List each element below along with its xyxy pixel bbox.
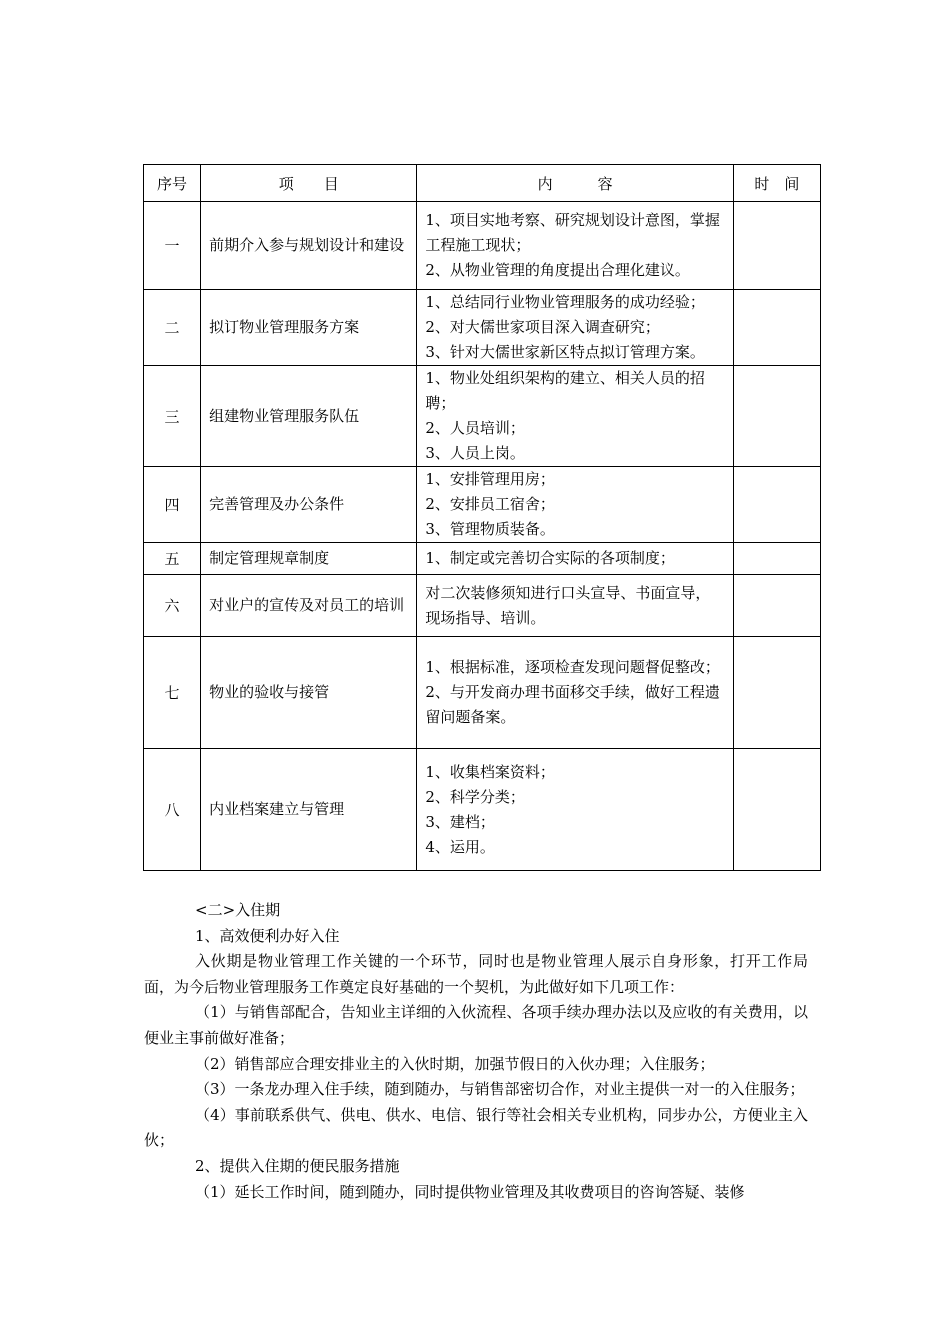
- content-line: 2、从物业管理的角度提出合理化建议。: [425, 261, 690, 279]
- row-time: [733, 749, 820, 871]
- row-time: [733, 543, 820, 575]
- row-content: [417, 749, 733, 871]
- row-no: 四: [144, 467, 201, 543]
- row-time: [733, 290, 820, 366]
- content-line: 1、项目实地考察、研究规划设计意图，掌握工程施工现状；: [425, 211, 720, 254]
- header-time: 时 间: [733, 165, 820, 202]
- row-time: [733, 202, 820, 290]
- row-no: 五: [144, 543, 201, 575]
- table-row: [144, 637, 821, 749]
- content-line: 2、对大儒世家项目深入调查研究；: [425, 318, 660, 336]
- row-item: 组建物业管理服务队伍: [201, 366, 417, 467]
- content-line: 3、人员上岗。: [425, 444, 525, 462]
- content-line: 3、建档；: [425, 812, 495, 831]
- row-item: 拟订物业管理服务方案: [201, 290, 417, 366]
- table-row: [144, 366, 821, 467]
- list-item: （3）一条龙办理入住手续，随到随办，与销售部密切合作，对业主提供一对一的入住服务；: [195, 1080, 805, 1099]
- row-content: [417, 202, 733, 290]
- row-content: [417, 637, 733, 749]
- content-line: 2、安排员工宿舍；: [425, 495, 555, 513]
- content-line: 对二次装修须知进行口头宣导、书面宣导，现场指导、培训。: [425, 583, 711, 627]
- row-content: [417, 366, 733, 467]
- row-item: 前期介入参与规划设计和建设: [201, 202, 417, 290]
- table-row: [144, 290, 821, 366]
- content-line: 1、根据标准，逐项检查发现问题督促整改；: [425, 658, 720, 676]
- section-heading: <二>入住期: [195, 901, 281, 919]
- row-no: 六: [144, 575, 201, 637]
- content-line: 3、针对大儒世家新区特点拟订管理方案。: [425, 343, 705, 361]
- table-row: [144, 749, 821, 871]
- row-no: 八: [144, 749, 201, 871]
- row-item: 内业档案建立与管理: [201, 749, 417, 871]
- content-line: 2、人员培训；: [425, 419, 525, 437]
- content-line: 4、运用。: [425, 837, 495, 856]
- row-no: 一: [144, 202, 201, 290]
- content-line: 2、与开发商办理书面移交手续，做好工程遗留问题备案。: [425, 683, 720, 726]
- table-header-row: [144, 165, 821, 202]
- content-line: 1、安排管理用房；: [425, 470, 555, 488]
- subheading: 1、高效便利办好入住: [195, 926, 340, 945]
- body-text: [144, 898, 808, 1205]
- row-no: 二: [144, 290, 201, 366]
- row-content: [417, 575, 733, 637]
- header-content: 内 容: [417, 165, 733, 202]
- row-time: [733, 575, 820, 637]
- list-item: （2）销售部应合理安排业主的入伙时期，加强节假日的入伙办理；入住服务；: [195, 1054, 715, 1073]
- content-line: 1、总结同行业物业管理服务的成功经验；: [425, 293, 705, 311]
- row-item: 完善管理及办公条件: [201, 467, 417, 543]
- list-item: （1）延长工作时间，随到随办，同时提供物业管理及其收费项目的咨询答疑、装修: [195, 1182, 745, 1201]
- row-content: [417, 543, 733, 575]
- row-no: 三: [144, 366, 201, 467]
- table-row: [144, 467, 821, 543]
- content-line: 1、制定或完善切合实际的各项制度；: [425, 549, 675, 567]
- row-time: [733, 366, 820, 467]
- subheading: 2、提供入住期的便民服务措施: [195, 1156, 400, 1175]
- content-line: 1、物业处组织架构的建立、相关人员的招聘；: [425, 369, 705, 412]
- row-item: 制定管理规章制度: [201, 543, 417, 575]
- row-no: 七: [144, 637, 201, 749]
- list-item: （1）与销售部配合，告知业主详细的入伙流程、各项手续办理办法以及应收的有关费用，以便业主事前做好准备；: [144, 1003, 808, 1047]
- paragraph: 入伙期是物业管理工作关键的一个环节，同时也是物业管理人展示自身形象，打开工作局面，为今后物业管理服务工作奠定良好基础的一个契机，为此做好如下几项工作：: [144, 952, 808, 996]
- table-row: [144, 202, 821, 290]
- content-line: 2、科学分类；: [425, 787, 525, 806]
- row-time: [733, 467, 820, 543]
- list-item: （4）事前联系供气、供电、供水、电信、银行等社会相关专业机构，同步办公，方便业主入伙；: [144, 1105, 808, 1150]
- header-item: 项 目: [201, 165, 417, 202]
- row-content: [417, 467, 733, 543]
- row-time: [733, 637, 820, 749]
- content-line: 3、管理物质装备。: [425, 520, 555, 538]
- row-item: 物业的验收与接管: [201, 637, 417, 749]
- table-row: [144, 575, 821, 637]
- header-no: 序号: [144, 165, 201, 202]
- row-item: 对业户的宣传及对员工的培训: [201, 575, 417, 637]
- content-line: 1、收集档案资料；: [425, 762, 555, 781]
- row-content: [417, 290, 733, 366]
- table-row: [144, 543, 821, 575]
- schedule-table: [143, 164, 821, 871]
